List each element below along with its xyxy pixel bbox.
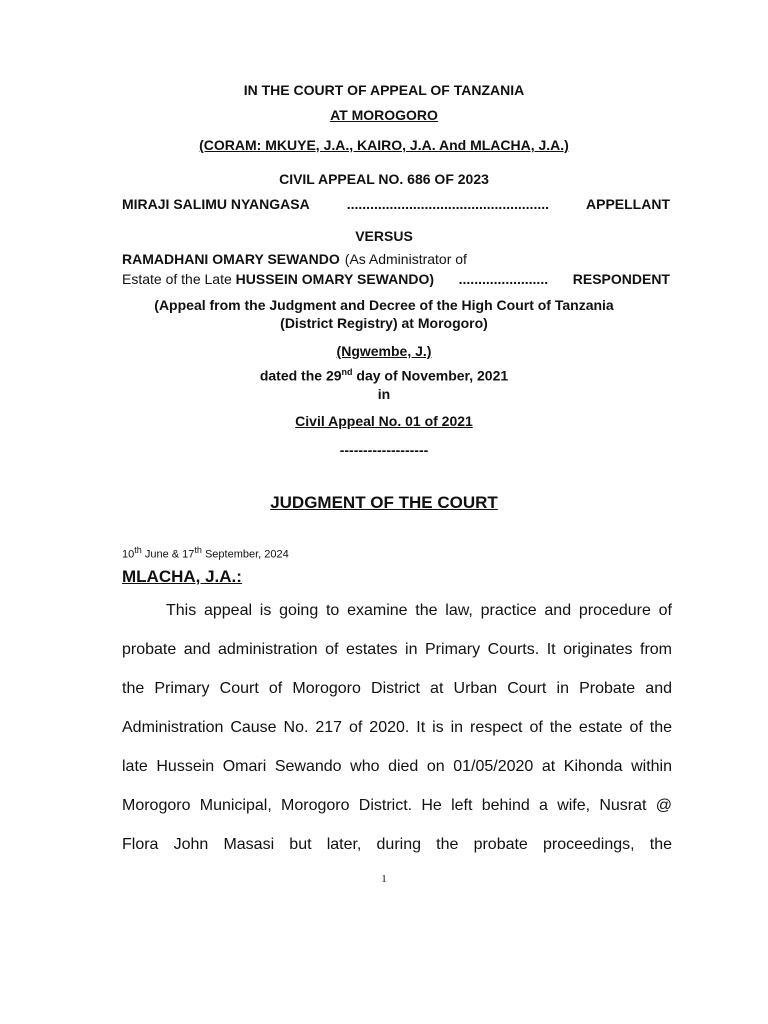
respondent-row-2	[122, 271, 670, 287]
date-end: September, 2024	[204, 548, 289, 561]
body-line: late Hussein Omari Sewando who died on 01/05/2020 at Kihonda within	[122, 758, 672, 775]
date-sup2: th	[194, 545, 202, 555]
in-label: in	[377, 386, 391, 402]
date-mid: June & 17	[144, 548, 195, 561]
case-number: CIVIL APPEAL NO. 686 OF 2023	[279, 171, 489, 187]
lower-case-number: Civil Appeal No. 01 of 2021	[295, 413, 473, 429]
respondent-row-1	[122, 251, 670, 267]
judgment-author: MLACHA, J.A.:	[122, 567, 242, 586]
body-line: the Primary Court of Morogoro District at Urban Court in Probate and	[122, 680, 672, 697]
coram-line: (CORAM: MKUYE, J.A., KAIRO, J.A. And MLACHA, J.A.)	[199, 137, 569, 153]
body-line: Flora John Masasi but later, during the probate proceedings, the	[122, 836, 672, 853]
dated-suffix: day of November, 2021	[356, 367, 509, 384]
appellant-name: MIRAJI SALIMU NYANGASA	[122, 196, 310, 212]
respondent-deceased: HUSSEIN OMARY SEWANDO)	[235, 271, 434, 287]
date-day1: 10	[122, 548, 135, 561]
respondent-dots: .......................	[458, 271, 549, 287]
body-line: This appeal is going to examine the law, practice and procedure of	[166, 602, 672, 619]
appellant-dots: ....................................................	[346, 196, 549, 212]
appellant-role: APPELLANT	[586, 196, 670, 212]
date-sup1: th	[134, 545, 142, 555]
respondent-estate-prefix: Estate of the Late	[122, 271, 232, 287]
high-court-judge: (Ngwembe, J.)	[336, 343, 432, 359]
page-number: 1	[381, 873, 387, 885]
versus-label: VERSUS	[355, 228, 413, 244]
body-line: probate and administration of estates in Primary Courts. It originates from	[122, 641, 672, 658]
appeal-from-line-1: (Appeal from the Judgment and Decree of the High Court of Tanzania	[154, 297, 614, 313]
body-line: Morogoro Municipal, Morogoro District. He left behind a wife, Nusrat @	[122, 797, 672, 814]
dated-prefix: dated the 29	[259, 367, 342, 384]
hearing-dates	[122, 545, 289, 561]
appellant-row	[122, 196, 670, 212]
body-line: Administration Cause No. 217 of 2020. It is in respect of the estate of the	[122, 719, 672, 736]
judgment-heading: JUDGMENT OF THE COURT	[270, 493, 498, 512]
respondent-role: RESPONDENT	[572, 271, 670, 287]
court-title: IN THE COURT OF APPEAL OF TANZANIA	[243, 82, 525, 98]
respondent-name: RAMADHANI OMARY SEWANDO	[122, 251, 340, 267]
respondent-capacity: (As Administrator of	[344, 251, 467, 267]
dated-line	[0, 367, 768, 384]
court-location: AT MOROGORO	[330, 107, 438, 123]
dated-sup: nd	[341, 367, 353, 377]
separator-line: -------------------	[339, 442, 429, 458]
appeal-from-line-2: (District Registry) at Morogoro)	[280, 315, 488, 331]
